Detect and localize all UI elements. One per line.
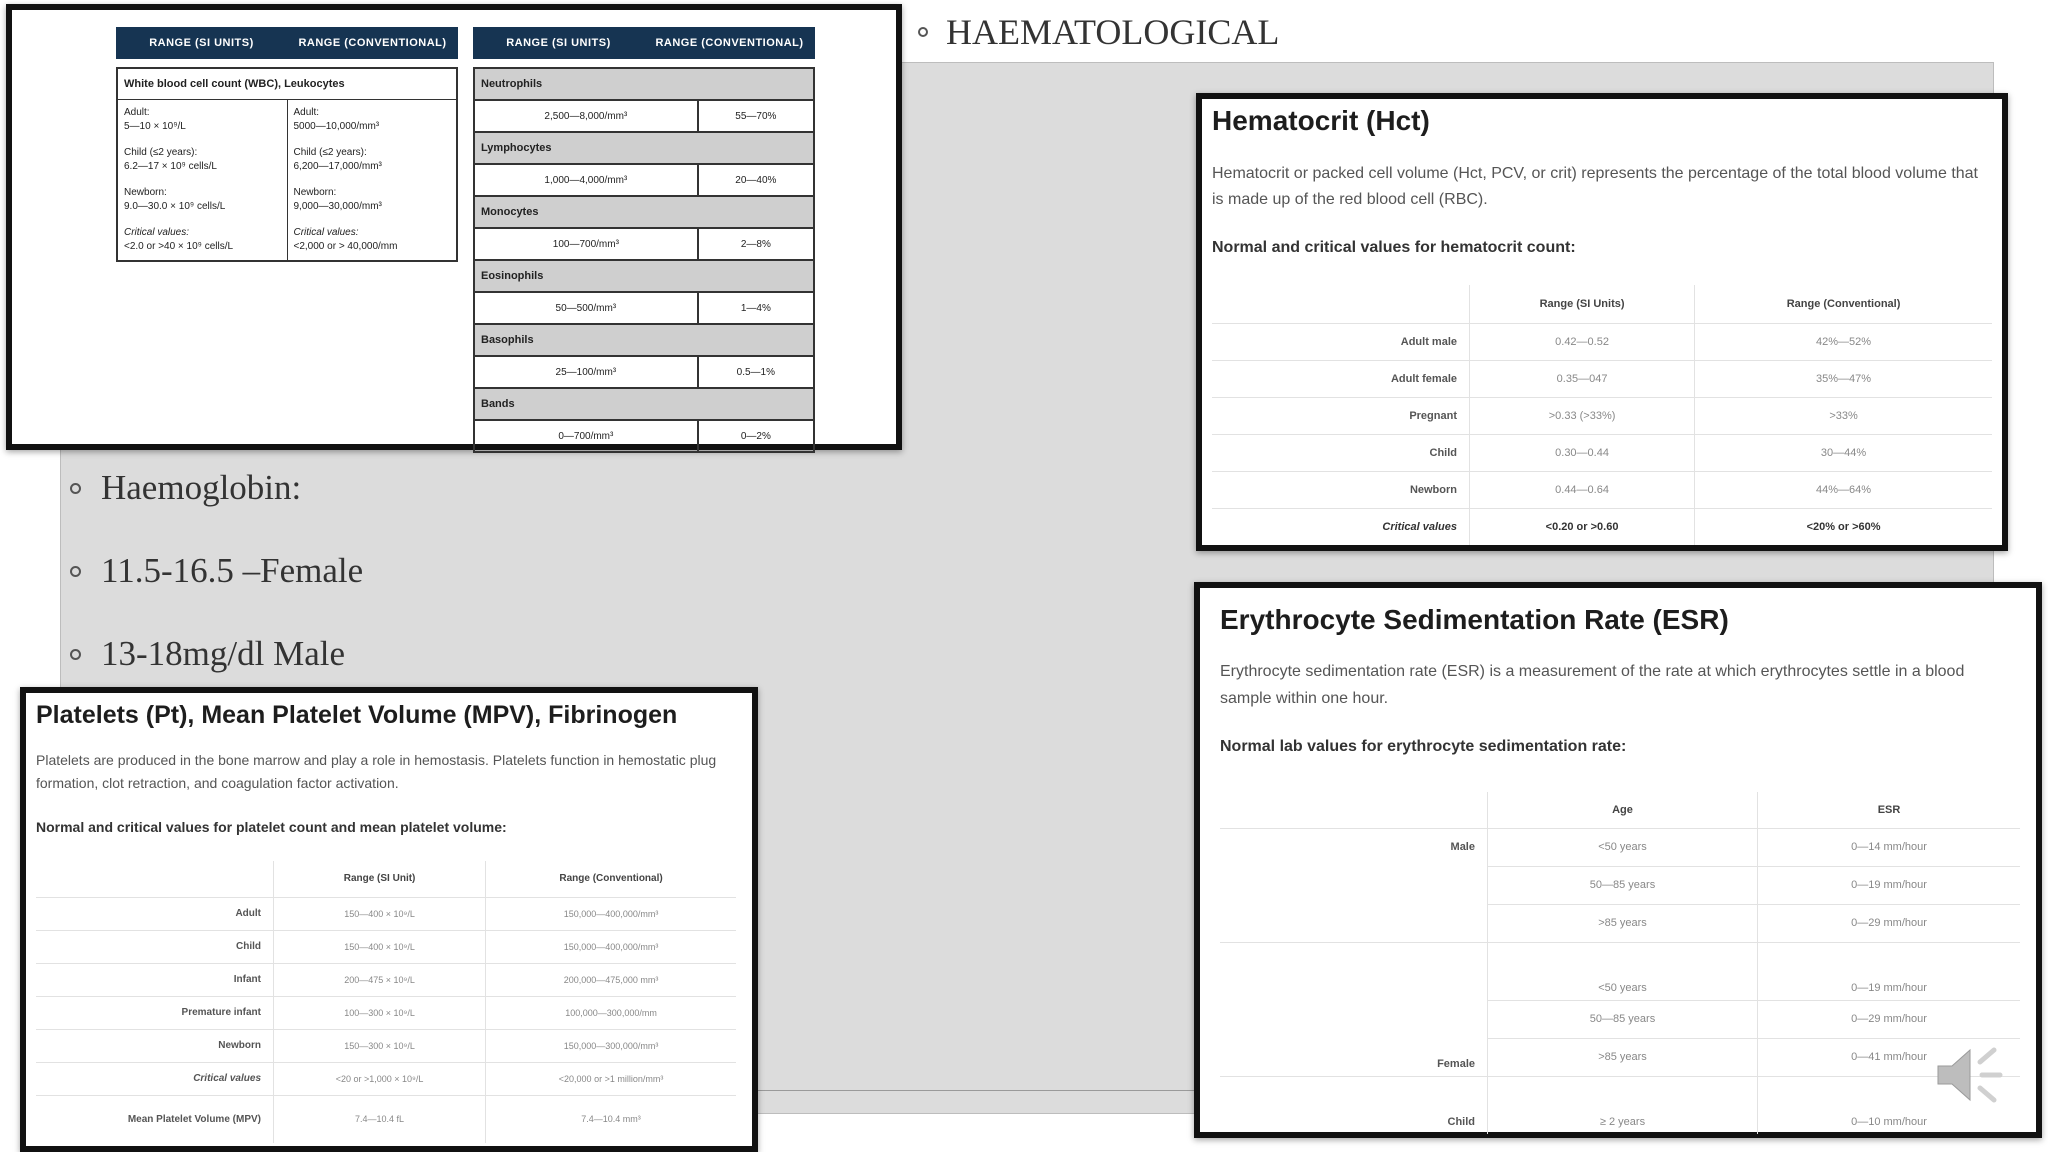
platelets-subtitle: Normal and critical values for platelet count and mean platelet volume: [36,819,507,835]
wbc-header-right: RANGE (SI UNITS) RANGE (CONVENTIONAL) [473,27,815,59]
bullet-icon [70,483,81,494]
bullet-female-range: 11.5-16.5 –Female [70,549,363,593]
table-row: >85 years 0—41 mm/hour [1220,1038,2020,1076]
table-row: 50—500/mm³ 1—4% [474,292,814,324]
table-group-row: Bands [474,388,814,420]
table-row: >85 years 0—29 mm/hour [1220,904,2020,942]
hematocrit-table: Range (SI Units) Range (Conventional) Adult male 0.42—0.52 42%—52% Adult female 0.35—047 35%—47% Pregnant >0.33 (>33%) >33% Child 0.30—0.44 30—44% Newborn 0.44—0.64 44%—64% Critical values <0.20 or >0.60 <20% or >60% [1212,285,1992,545]
esr-subtitle: Normal lab values for erythrocyte sedimentation rate: [1220,738,1627,755]
table-row: Newborn 150—300 × 10⁹/L 150,000—300,000/mm³ [36,1029,736,1062]
wbc-title: White blood cell count (WBC), Leukocytes [117,68,457,100]
table-row: Critical values <20 or >1,000 × 10⁹/L <20,000 or >1 million/mm³ [36,1062,736,1095]
table-group-row: Basophils [474,324,814,356]
table-row: Child 150—400 × 10⁹/L 150,000—400,000/mm³ [36,930,736,963]
table-row: Male <50 years 0—14 mm/hour [1220,828,2020,866]
table-row: Infant 200—475 × 10⁹/L 200,000—475,000 mm³ [36,963,736,996]
table-group-row: Lymphocytes [474,132,814,164]
table-group-row: Neutrophils [474,68,814,100]
hematocrit-title: Hematocrit (Hct) [1212,105,1430,136]
table-row: Mean Platelet Volume (MPV) 7.4—10.4 fL 7.4—10.4 mm³ [36,1095,736,1143]
bullet-male-range: 13-18mg/dl Male [70,632,345,676]
esr-description: Erythrocyte sedimentation rate (ESR) is a measurement of the rate at which erythrocytes settle in a blood sample within one hour. [1220,663,1965,707]
bullet-icon [918,27,928,37]
slide-heading [918,10,1279,54]
table-row: Critical values <0.20 or >0.60 <20% or >60% [1212,508,1992,545]
table-row: 50—85 years 0—19 mm/hour [1220,866,2020,904]
speaker-icon[interactable] [1934,1040,2004,1110]
esr-title: Erythrocyte Sedimentation Rate (ESR) [1220,604,1729,635]
table-group-row: Monocytes [474,196,814,228]
hematocrit-card [1196,93,2008,551]
table-row: 0—700/mm³ 0—2% [474,420,814,452]
platelets-card [20,687,758,1152]
platelets-title: Platelets (Pt), Mean Platelet Volume (MPV), Fibrinogen [36,701,678,729]
platelets-description: Platelets are produced in the bone marrow and play a role in hemostasis. Platelets function in hemostatic plug formation, clot retraction, and coagulation factor activation. [36,752,717,791]
wbc-count-table [116,67,458,262]
table-row: 100—700/mm³ 2—8% [474,228,814,260]
table-row: 1,000—4,000/mm³ 20—40% [474,164,814,196]
table-row: 25—100/mm³ 0.5—1% [474,356,814,388]
table-row: Adult female 0.35—047 35%—47% [1212,360,1992,397]
wbc-header-left: RANGE (SI UNITS) RANGE (CONVENTIONAL) [116,27,458,59]
table-row: Premature infant 100—300 × 10⁹/L 100,000—300,000/mm [36,996,736,1029]
slide-heading-text: HAEMATOLOGICAL [946,12,1280,52]
table-row: 2,500—8,000/mm³ 55—70% [474,100,814,132]
hematocrit-description: Hematocrit or packed cell volume (Hct, PCV, or crit) represents the percentage of the total blood volume that is made up of the red blood cell (RBC). [1212,165,1978,208]
bullet-icon [70,649,81,660]
table-row: Pregnant >0.33 (>33%) >33% [1212,397,1992,434]
platelets-table: Range (SI Unit) Range (Conventional) Adult 150—400 × 10⁹/L 150,000—400,000/mm³ Child 150—400 × 10⁹/L 150,000—400,000/mm³ Infant 200—475 × 10⁹/L 200,000—475,000 mm³ Premature infant 100—300 × 10⁹/L 100,000—300,000/mm Newborn 150—300 × 10⁹/L 150,000—300,000/mm³ Critical values <20 or >1,000 × 10⁹/L <20,000 or >1 million/mm³ Mean Platelet Volume (MPV) 7.4—10.4 fL 7.4—10.4 mm³ [36,861,736,1143]
wbc-differential-table [473,67,815,453]
wbc-si-cell: Adult: 5—10 × 10⁹/L Child (≤2 years): 6.2—17 × 10⁹ cells/L Newborn: 9.0—30.0 × 10⁹ cells/L Critical values: <2.0 or >40 × 10⁹ cells/L [117,100,287,262]
table-row: Female <50 years 0—19 mm/hour [1220,942,2020,1000]
esr-table: Age ESR Male <50 years 0—14 mm/hour 50—85 years 0—19 mm/hour >85 years 0—29 mm/hour Female <50 years 0—19 mm/hour 50—85 years 0—29 mm/hour >85 years 0—41 mm/hour Child ≥ 2 years 0—10 mm/hour [1220,792,2020,1134]
wbc-table-image [6,4,902,450]
table-row: Newborn 0.44—0.64 44%—64% [1212,471,1992,508]
table-row: Adult 150—400 × 10⁹/L 150,000—400,000/mm³ [36,897,736,930]
bullet-haemoglobin: Haemoglobin: [70,466,301,510]
hematocrit-subtitle: Normal and critical values for hematocrit count: [1212,239,1576,256]
table-row: 50—85 years 0—29 mm/hour [1220,1000,2020,1038]
table-group-row: Eosinophils [474,260,814,292]
table-row: Child ≥ 2 years 0—10 mm/hour [1220,1076,2020,1134]
bullet-icon [70,566,81,577]
table-row: Adult male 0.42—0.52 42%—52% [1212,323,1992,360]
esr-card [1194,582,2042,1138]
wbc-conv-cell: Adult: 5000—10,000/mm³ Child (≤2 years): 6,200—17,000/mm³ Newborn: 9,000—30,000/mm³ Critical values: <2,000 or > 40,000/mm [287,100,457,262]
table-row: Child 0.30—0.44 30—44% [1212,434,1992,471]
